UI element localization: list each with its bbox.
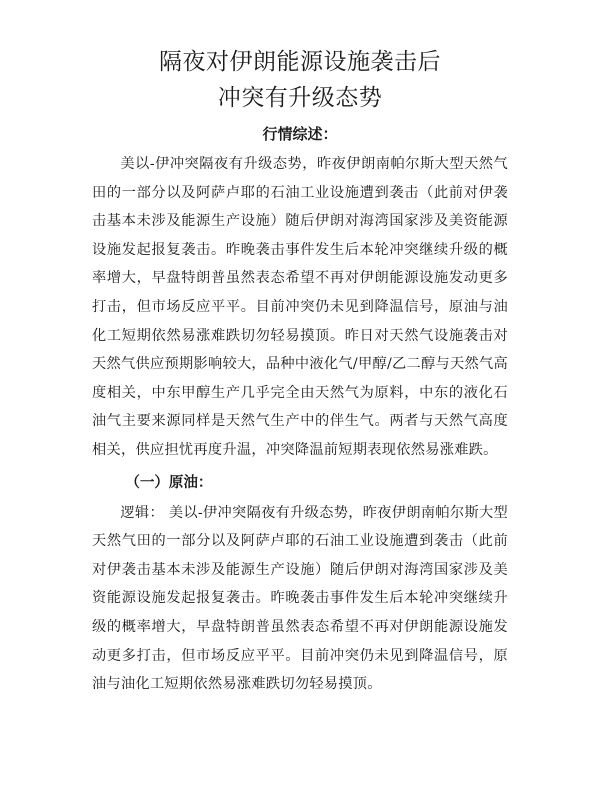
document-title bbox=[92, 44, 508, 116]
title-line-2: 冲突有升级态势 bbox=[217, 85, 383, 111]
summary-heading: 行情综述： bbox=[262, 125, 338, 143]
section-crude-oil-paragraph: 逻辑： 美以-伊冲突隔夜有升级态势，昨夜伊朗南帕尔斯大型天然气田的一部分以及阿萨卢耶的石油工业设施遭到袭击（此前对伊袭击基本未涉及能源生产设施）随后伊朗对海湾国家涉及美资能源设施发起报复袭击。昨晚袭击事件发生后本轮冲突继续升级的概率增大，早盘特朗普虽然表态希望不再对伊朗能源设施发动更多打击，但市场反应平平。目前冲突仍未见到降温信号，原油与油化工短期依然易涨难跌切勿轻易摸顶。 bbox=[92, 504, 508, 693]
section-crude-oil-heading: （一）原油： bbox=[125, 474, 213, 491]
title-line-1: 隔夜对伊朗能源设施袭击后 bbox=[159, 49, 441, 75]
summary-paragraph: 美以-伊冲突隔夜有升级态势，昨夜伊朗南帕尔斯大型天然气田的一部分以及阿萨卢耶的石油工业设施遭到袭击（此前对伊袭击基本未涉及能源生产设施）随后伊朗对海湾国家涉及美资能源设施发起报复袭击。昨晚袭击事件发生后本轮冲突继续升级的概率增大，早盘特朗普虽然表态希望不再对伊朗能源设施发动更多打击，但市场反应平平。目前冲突仍未见到降温信号，原油与油化工短期依然易涨难跌切勿轻易摸顶。昨日对天然气设施袭击对天然气供应预期影响较大，品种中液化气/甲醇/乙二醇与天然气高度相关，中东甲醇生产几乎完全由天然气为原料，中东的液化石油气主要来源同样是天然气生产中的伴生气。两者与天然气高度相关，供应担忧再度升温，冲突降温前短期表现依然易涨难跌。 bbox=[92, 156, 508, 458]
